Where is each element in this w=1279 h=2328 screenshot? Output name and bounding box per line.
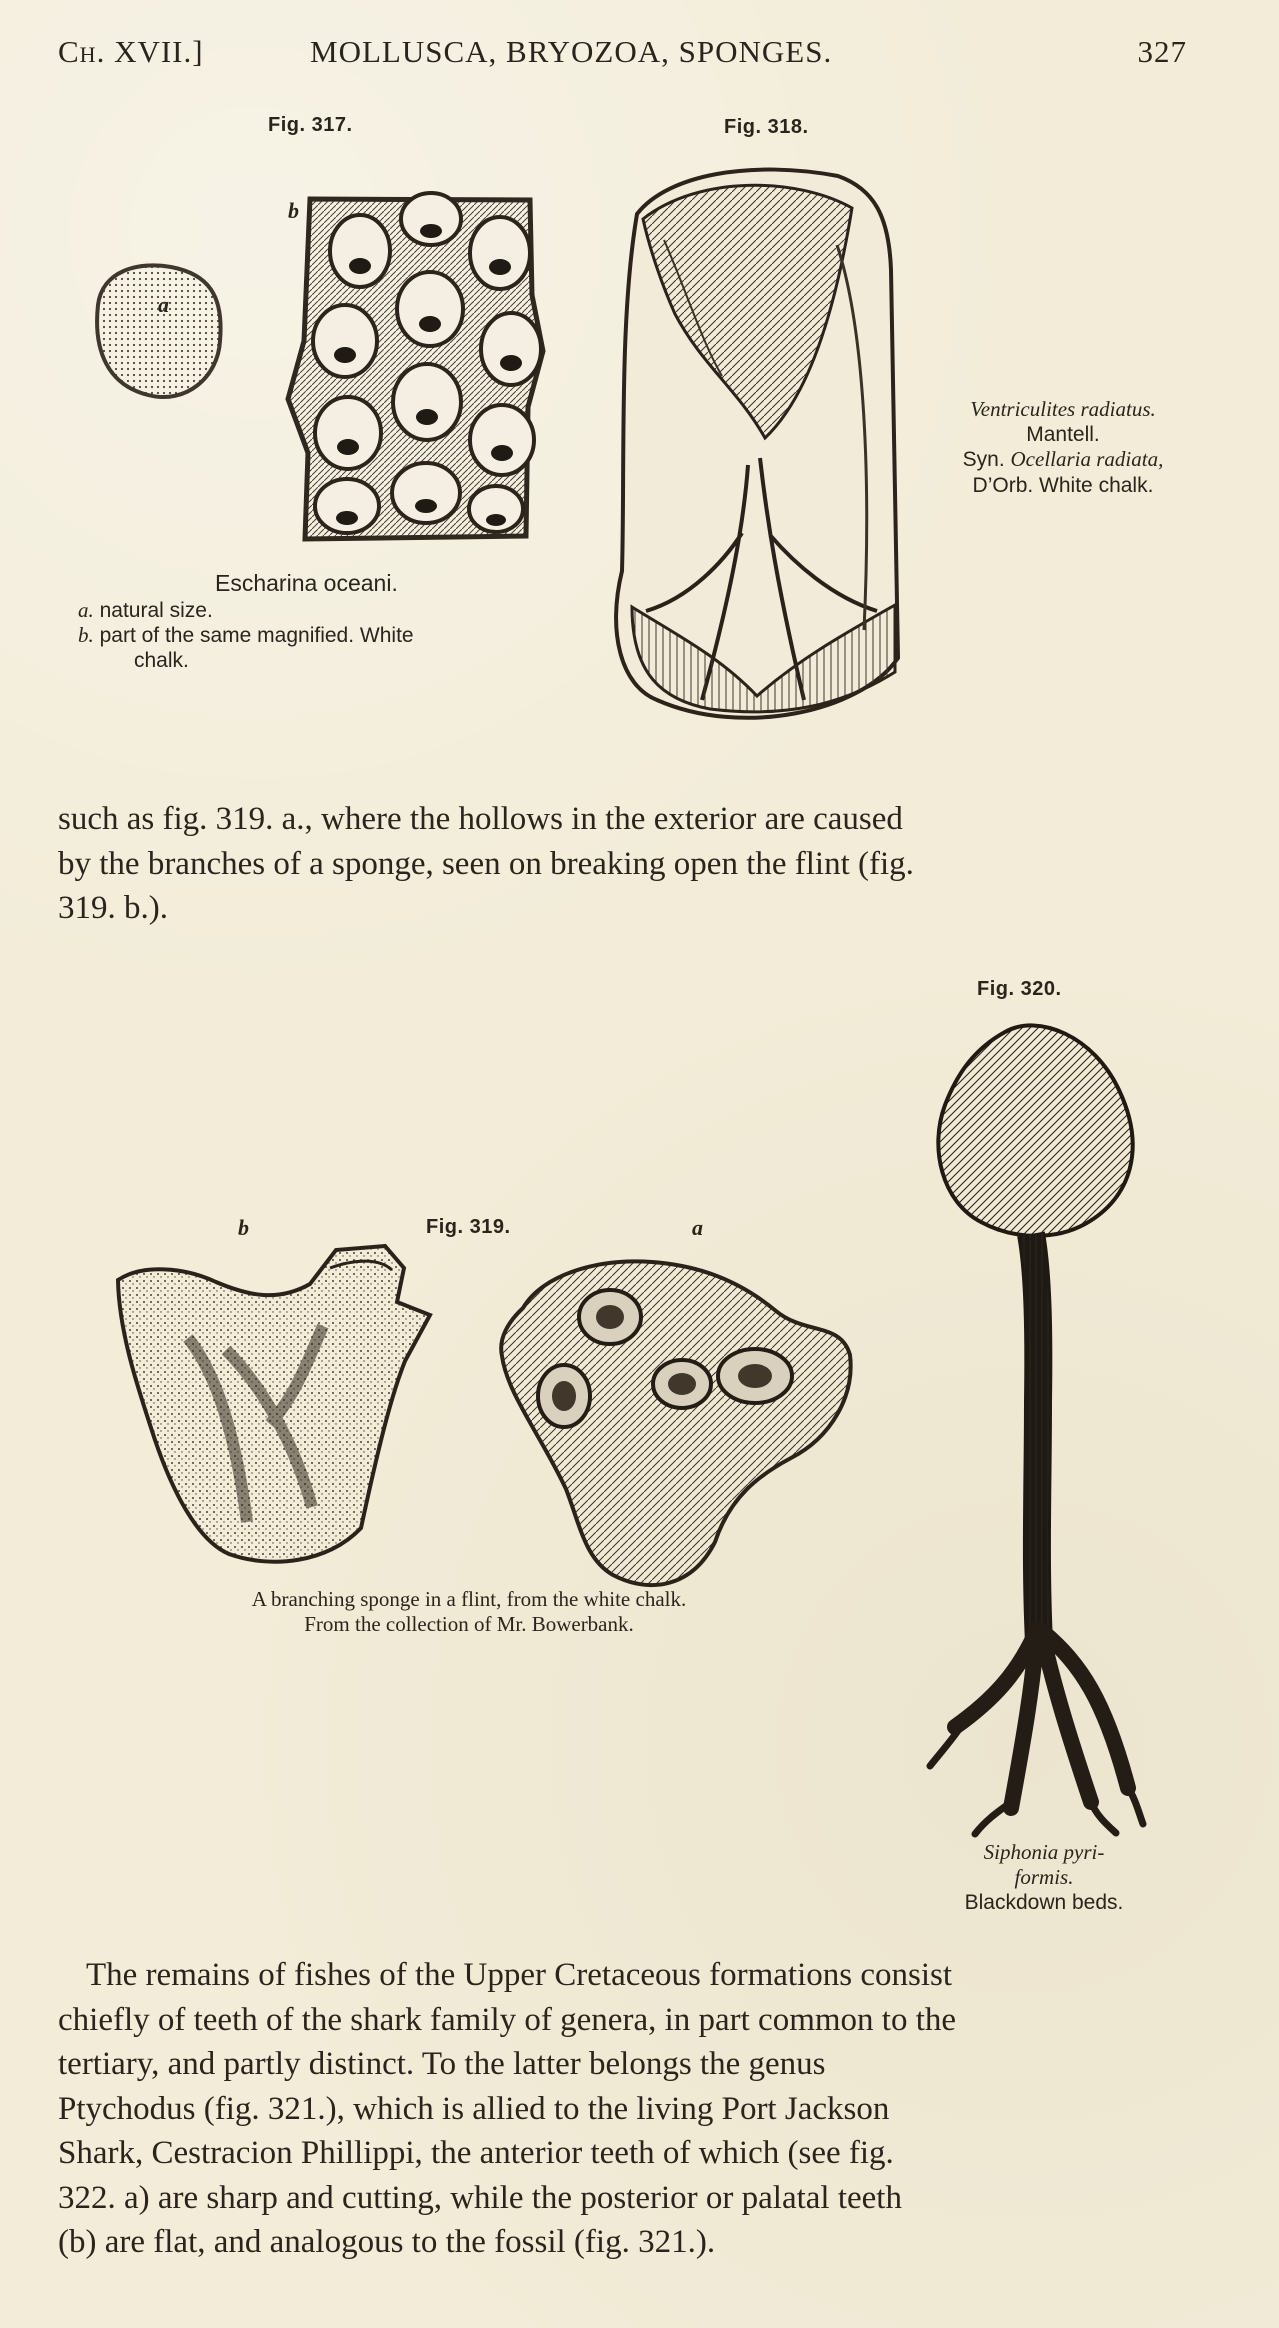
fig-318-illustration (612, 160, 912, 740)
fig-317-caption-a-letter: a. (78, 598, 94, 622)
fig-317-caption-b-letter: b. (78, 623, 94, 648)
paragraph-2-line-7: (b) are flat, and analogous to the fossil (fig. 321.). (58, 2224, 716, 2261)
fig-317-species-caption: Escharina oceani. (215, 570, 398, 596)
paragraph-2-line-5: Shark, Cestracion Phillippi, the anterior teeth of which (see fig. (58, 2135, 894, 2172)
fig-317-label: Fig. 317. (268, 114, 353, 136)
fig-317-caption-b-cont: chalk. (134, 649, 189, 673)
paragraph-1-line-1: such as fig. 319. a., where the hollows in the exterior are caused (58, 801, 903, 837)
fig-318-caption-prefix: Syn. (962, 448, 1005, 472)
fig-320-caption (938, 1840, 1150, 1916)
fig-319-label: Fig. 319. (426, 1216, 511, 1238)
fig-318-caption-italic: Ocellaria radiata, (1010, 447, 1164, 472)
fig-319-caption-line2: From the collection of Mr. Bowerbank. (304, 1612, 634, 1637)
paragraph-2-line-3: tertiary, and partly distinct. To the latter belongs the genus (58, 2046, 826, 2083)
paragraph-2 (58, 1953, 1188, 2265)
fig-318-label: Fig. 318. (724, 116, 809, 138)
paragraph-1-line-2: by the branches of a sponge, seen on breaking open the flint (fig. (58, 845, 914, 882)
fig-317-caption-a-text: natural size. (99, 599, 213, 622)
fig-317-panel-b-label: b (288, 198, 299, 223)
fig-320-caption-line2: formis. (1014, 1865, 1074, 1890)
paragraph-2-line-6: 322. a) are sharp and cutting, while the posterior or palatal teeth (58, 2179, 902, 2216)
fig-320-caption-line1: Siphonia pyri- (983, 1840, 1105, 1864)
fig-320-label: Fig. 320. (977, 978, 1062, 1000)
fig-318-caption (934, 397, 1192, 498)
fig-319-panel-b-label: b (238, 1215, 249, 1240)
fig-319-caption-line1: A branching sponge in a flint, from the white chalk. (251, 1587, 687, 1611)
paragraph-2-line-2: chiefly of teeth of the shark family of genera, in part common to the (58, 2001, 957, 2038)
fig-320-caption-line3: Blackdown beds. (964, 1891, 1124, 1915)
paragraph-1 (58, 797, 1188, 931)
fig-319-panel-a-label: a (692, 1215, 703, 1240)
fig-318-caption-line1: Ventriculites radiatus. (970, 397, 1156, 421)
running-header (58, 34, 1187, 76)
paragraph-2-line-1: The remains of fishes of the Upper Cretaceous formations consist (86, 1957, 953, 1993)
paragraph-2-line-4: Ptychodus (fig. 321.), which is allied to the living Port Jackson (58, 2090, 890, 2127)
fig-318-caption-line4: D’Orb. White chalk. (972, 473, 1154, 497)
page-number: 327 (1137, 34, 1187, 69)
page-title: MOLLUSCA, BRYOZOA, SPONGES. (310, 34, 833, 69)
fig-319-illustration (100, 1244, 860, 1599)
fig-317-caption-block (78, 598, 538, 674)
fig-317-illustration (90, 175, 550, 565)
fig-320-illustration (920, 1018, 1150, 1843)
fig-317-caption-b-text: part of the same magnified. White (99, 624, 414, 648)
paragraph-1-line-3: 319. b.). (58, 890, 168, 927)
fig-319-caption (170, 1587, 768, 1637)
chapter-label: Ch. XVII.] (58, 34, 204, 69)
fig-318-caption-line2: Mantell. (1026, 423, 1100, 447)
